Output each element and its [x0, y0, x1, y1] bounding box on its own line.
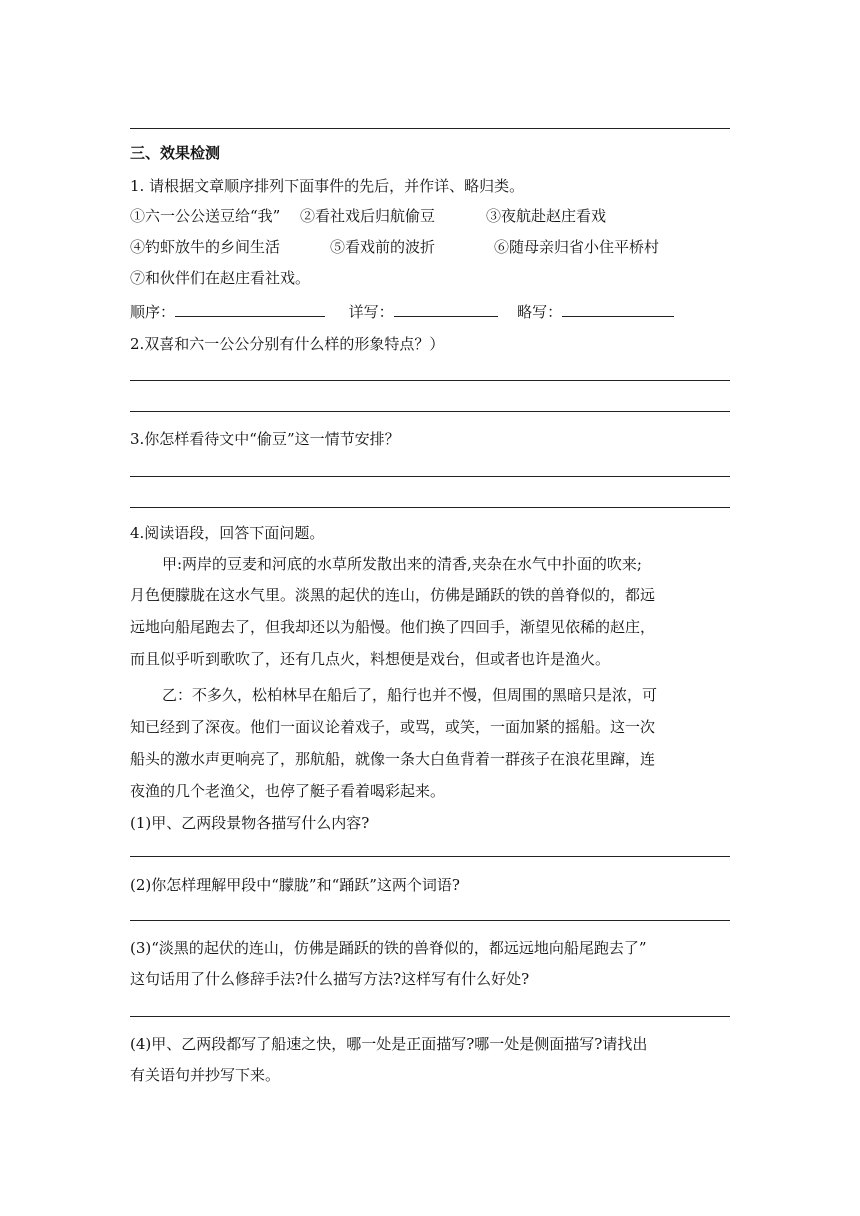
event-item: ⑤看戏前的波折 [330, 238, 436, 256]
passage-line: 夜渔的几个老渔父，也停了艇子看着喝彩起来。 [130, 782, 446, 800]
passage-line: 乙：不多久，松柏林早在船后了，船行也并不慢，但周围的黑暗只是浓，可 [162, 686, 658, 704]
detail-blank[interactable] [394, 302, 498, 317]
answer-line[interactable] [130, 380, 730, 381]
passage-line: 远地向船尾跑去了，但我却还以为船慢。他们换了四回手，渐望见依稀的赵庄， [130, 618, 656, 636]
event-item: ②看社戏后归航偷豆 [300, 207, 436, 225]
answer-line[interactable] [130, 411, 730, 412]
event-item: ⑥随母亲归省小住平桥村 [494, 238, 660, 256]
event-item: ①六一公公送豆给“我” [130, 207, 281, 225]
sub-question-4-line: (4)甲、乙两段都写了船速之快，哪一处是正面描写?哪一处是侧面描写?请找出 [130, 1035, 648, 1053]
order-label: 顺序： [130, 303, 176, 321]
q2-prompt: 2.双喜和六一公公分别有什么样的形象特点？） [130, 335, 445, 353]
passage-line: 船头的激水声更响亮了，那航船，就像一条大白鱼背着一群孩子在浪花里蹿，连 [130, 750, 656, 768]
sub-question-1: (1)甲、乙两段景物各描写什么内容? [130, 814, 370, 832]
passage-line: 而且似乎听到歌吹了，还有几点火，料想便是戏台，但或者也许是渔火。 [130, 650, 611, 668]
section-title: 三、效果检测 [130, 144, 221, 162]
event-item: ④钓虾放牛的乡间生活 [130, 238, 281, 256]
sub-question-2: (2)你怎样理解甲段中“朦胧”和“踊跃”这两个词语? [130, 876, 460, 894]
detail-label: 详写： [348, 303, 394, 321]
passage-line: 月色便朦胧在这水气里。淡黑的起伏的连山，仿佛是踊跃的铁的兽脊似的，都远 [130, 586, 656, 604]
brief-blank[interactable] [562, 302, 674, 317]
event-item: ⑦和伙伴们在赵庄看社戏。 [130, 269, 311, 287]
q3-prompt: 3.你怎样看待文中“偷豆”这一情节安排？ [130, 430, 400, 448]
sub-question-4-line: 有关语句并抄写下来。 [130, 1066, 281, 1084]
answer-line[interactable] [130, 1016, 730, 1017]
answer-line[interactable] [130, 507, 730, 508]
answer-line[interactable] [130, 920, 730, 921]
order-row [130, 301, 674, 322]
header-rule [130, 128, 730, 129]
order-blank[interactable] [175, 302, 325, 317]
q4-prompt: 4.阅读语段，回答下面问题。 [130, 524, 325, 542]
q1-prompt: 1. 请根据文章顺序排列下面事件的先后，并作详、略归类。 [130, 177, 525, 195]
sub-question-3-line: 这句话用了什么修辞手法?什么描写方法?这样写有什么好处? [130, 970, 530, 988]
brief-label: 略写： [517, 303, 563, 321]
sub-question-3-line: (3)“淡黑的起伏的连山，仿佛是踊跃的铁的兽脊似的，都远远地向船尾跑去了” [130, 939, 647, 957]
event-item: ③夜航赴赵庄看戏 [486, 207, 607, 225]
answer-line[interactable] [130, 476, 730, 477]
passage-line: 知已经到了深夜。他们一面议论着戏子，或骂，或笑，一面加紧的摇船。这一次 [130, 718, 656, 736]
answer-line[interactable] [130, 856, 730, 857]
passage-line: 甲:两岸的豆麦和河底的水草所发散出来的清香,夹杂在水气中扑面的吹来; [162, 555, 642, 573]
